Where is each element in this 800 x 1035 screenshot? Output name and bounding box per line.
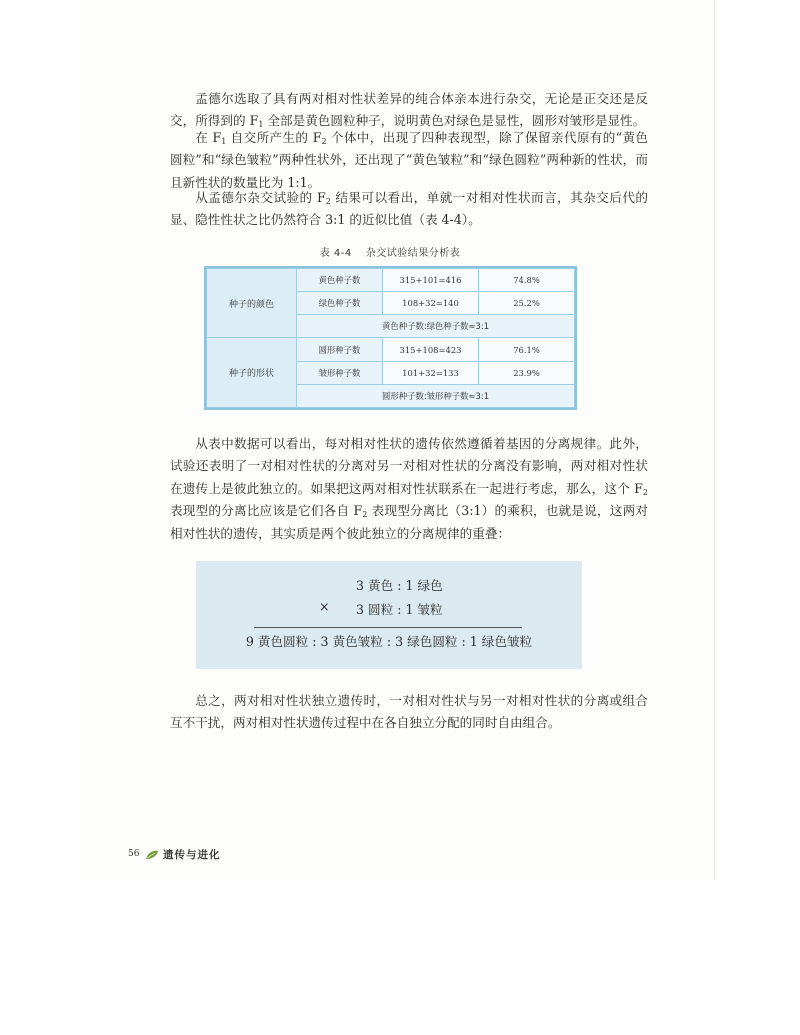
page-number: 56 xyxy=(128,849,140,859)
row-calc: 315+101=416 xyxy=(383,269,479,292)
formula-divider xyxy=(254,627,522,628)
row-label: 皱形种子数 xyxy=(297,361,383,384)
table-row xyxy=(207,269,575,292)
formula-line-color: 3 黄色 : 1 绿色 xyxy=(356,578,443,593)
multiply-sign: × xyxy=(319,599,330,614)
leaf-icon xyxy=(145,850,159,860)
ratio-formula-box xyxy=(196,561,582,669)
row-percent: 25.2% xyxy=(479,292,575,315)
group-label: 种子的颜色 xyxy=(207,269,297,338)
results-table xyxy=(206,268,575,408)
paragraph-3: 从孟德尔杂交试验的 $F_2$ 结果可以看出，单就一对相对性状而言，其杂交后代的显、隐性性状之比仍然符合 3:1 的近似比值（表 4-4）。 xyxy=(170,190,648,228)
row-label: 黄色种子数 xyxy=(297,269,383,292)
group-label: 种子的形状 xyxy=(207,338,297,408)
row-percent: 23.9% xyxy=(479,361,575,384)
ratio-summary: 圆形种子数:皱形种子数≈3:1 xyxy=(297,384,575,407)
paragraph-1: 孟德尔选取了具有两对相对性状差异的纯合体亲本进行杂交，无论是正交还是反交，所得到的 $F_1$ 全部是黄色圆粒种子，说明黄色对绿色是显性，圆形对皱形是显性。 xyxy=(170,91,648,130)
row-calc: 101+32=133 xyxy=(383,361,479,384)
table-number: 表 4-4 xyxy=(319,248,352,259)
table-caption xyxy=(206,244,574,259)
table-row xyxy=(207,338,575,361)
row-calc: 315+108=423 xyxy=(383,338,479,361)
ratio-summary: 黄色种子数:绿色种子数≈3:1 xyxy=(297,315,575,338)
book-title: 遗传与进化 xyxy=(163,849,221,861)
paragraph-5: 总之，两对相对性状独立遗传时，一对相对性状与另一对相对性状的分离或组合互不干扰，两对相对性状遗传过程中在各自独立分配的同时自由组合。 xyxy=(170,693,648,731)
row-percent: 74.8% xyxy=(479,269,575,292)
paragraph-2: 在 $F_1$ 自交所产生的 $F_2$ 个体中，出现了四种表现型，除了保留亲代原有的“黄色圆粒”和“绿色皱粒”两种性状外，还出现了“黄色皱粒”和“绿色圆粒”两种新的性状，而且新性状的数量比为 1:1。 xyxy=(170,130,648,190)
row-label: 圆形种子数 xyxy=(297,338,383,361)
paragraph-4: 从表中数据可以看出，每对相对性状的遗传依然遵循着基因的分离规律。此外，试验还表明了一对相对性状的分离对另一对相对性状的分离没有影响，两对相对性状在遗传上是彼此独立的。如果把这两对相对性状联系在一起进行考虑，那么，这个 $F_2$ 表现型的分离比应该是它们各自 $F_2$ 表现型分离比（3:1）的乘积，也就是说，这两对相对性状的遗传，其实质是两个彼此独立的分离规律的重叠： xyxy=(170,436,648,541)
formula-result: 9 黄色圆粒 : 3 黄色皱粒 : 3 绿色圆粒 : 1 绿色皱粒 xyxy=(245,634,533,649)
formula-line-shape: 3 圆粒 : 1 皱粒 xyxy=(356,602,443,617)
row-calc: 108+32=140 xyxy=(383,292,479,315)
row-label: 绿色种子数 xyxy=(297,292,383,315)
row-percent: 76.1% xyxy=(479,338,575,361)
table-title: 杂交试验结果分析表 xyxy=(365,248,461,259)
